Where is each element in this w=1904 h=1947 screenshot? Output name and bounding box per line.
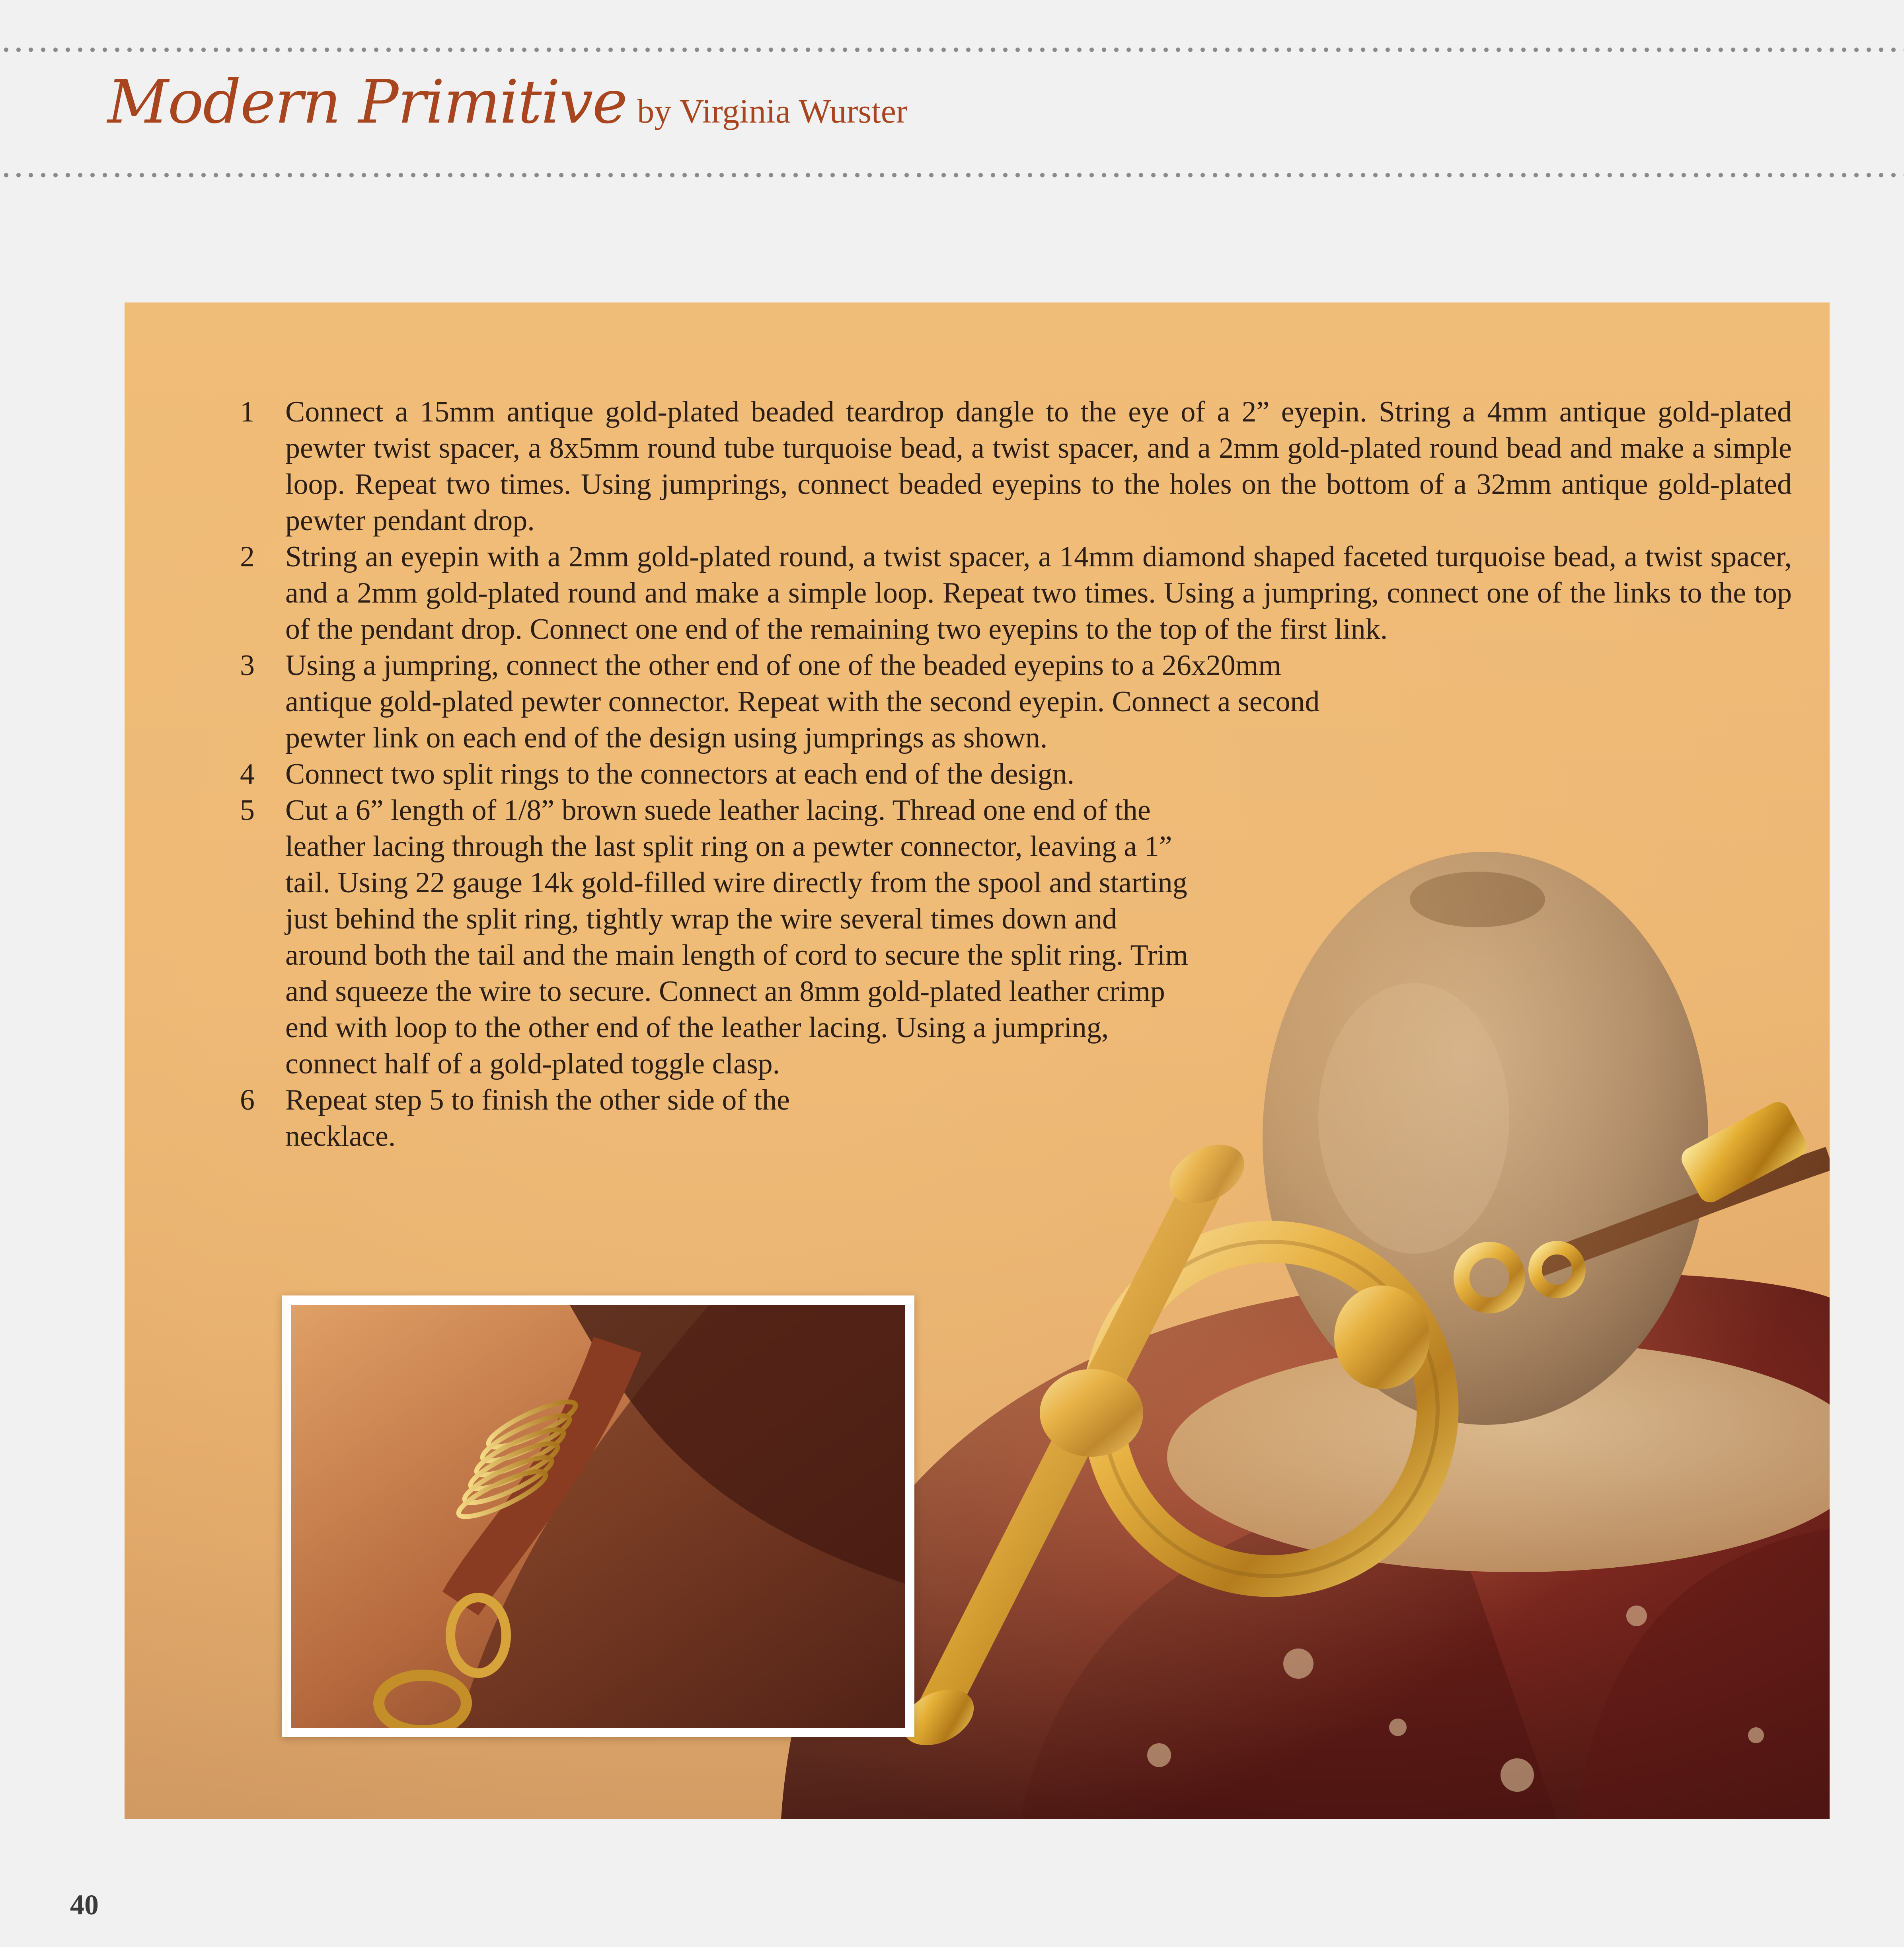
instruction-step: [240, 648, 1352, 756]
instruction-step: [240, 539, 1792, 648]
step-text: Cut a 6” length of 1/8” brown suede leather lacing. Thread one end of the leather lacing through the last split ring on a pewter connector, leaving a 1” tail. Using 22 gauge 14k gold-filled wire directly from the spool and starting just behind the split ring, tightly wrap the wire several times down and around both the tail and the main length of cord to secure the split ring. Trim and squeeze the wire to secure. Connect an 8mm gold-plated leather crimp end with loop to the other end of the leather lacing. Using a jumpring, connect half of a gold-plated toggle clasp.: [285, 794, 1188, 1080]
step-text: Connect two split rings to the connectors at each end of the design.: [285, 758, 1075, 790]
step-text: Repeat step 5 to finish the other side of the necklace.: [285, 1084, 790, 1153]
instructions-panel: [125, 302, 1830, 1819]
step-number: 5: [240, 794, 255, 827]
step-number: 6: [240, 1084, 255, 1116]
article-header: [107, 68, 908, 135]
instruction-step: [240, 792, 1200, 1082]
step-number: 3: [240, 649, 255, 682]
bottom-dotted-rule: [0, 171, 1904, 179]
page-number: 40: [70, 1889, 99, 1921]
instruction-step: [240, 394, 1792, 539]
detail-photo-frame: [282, 1295, 914, 1737]
top-dotted-rule: [0, 46, 1904, 54]
wire-wrap-detail-photo: [291, 1305, 905, 1728]
author-byline: by Virginia Wurster: [637, 92, 908, 130]
instruction-step: [240, 756, 1336, 792]
step-number: 1: [240, 396, 255, 428]
step-number: 4: [240, 758, 255, 790]
step-text: Connect a 15mm antique gold-plated beaded teardrop dangle to the eye of a 2” eyepin. String a 4mm antique gold-plated pewter twist spacer, a 8x5mm round tube turquoise bead, a twist spacer, and a 2mm gold-plated round bead and make a simple loop. Repeat two times. Using jumprings, connect beaded eyepins to the holes on the bottom of a 32mm antique gold-plated pewter pendant drop.: [285, 396, 1792, 537]
step-number: 2: [240, 540, 255, 573]
instruction-steps: [240, 394, 1792, 1155]
step-text: String an eyepin with a 2mm gold-plated round, a twist spacer, a 14mm diamond shaped faceted turquoise bead, a twist spacer, and a 2mm gold-plated round and make a simple loop. Repeat two times. Using a jumpring, connect one of the links to the top of the pendant drop. Connect one end of the remaining two eyepins to the top of the first link.: [285, 540, 1792, 646]
instruction-step: [240, 1082, 898, 1155]
series-title: Modern Primitive: [107, 68, 627, 137]
step-text: Using a jumpring, connect the other end of one of the beaded eyepins to a 26x20mm antique gold-plated pewter connector. Repeat with the second eyepin. Connect a second pewter link on each end of the design using jumprings as shown.: [285, 649, 1320, 754]
